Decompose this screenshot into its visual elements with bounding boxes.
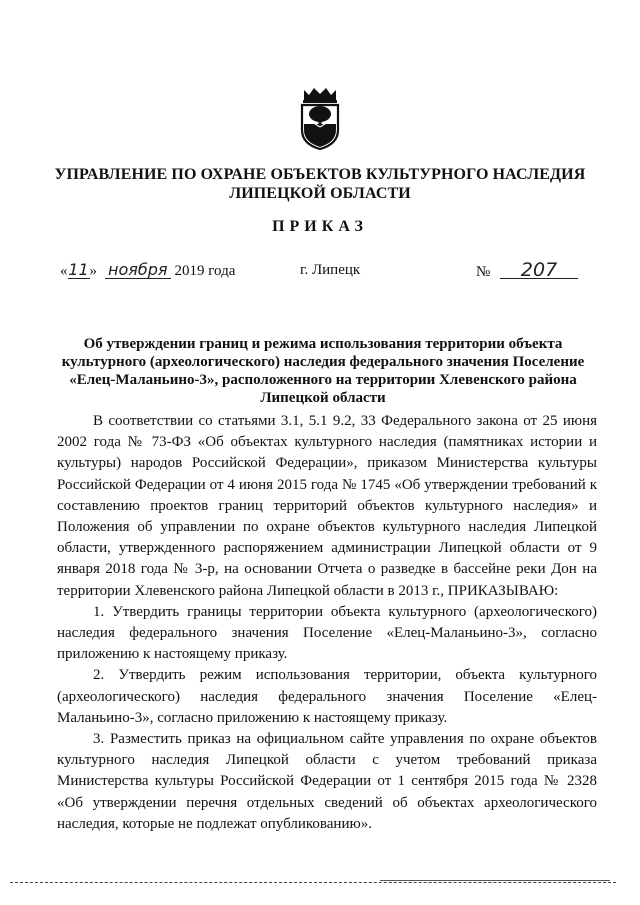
document-date — [60, 262, 235, 280]
date-quote-close: » — [89, 263, 97, 279]
document-type: ПРИКАЗ — [272, 218, 368, 235]
date-quote-open: « — [60, 263, 68, 279]
document-body — [57, 411, 597, 835]
date-month: ноября — [105, 262, 171, 279]
subject-line1: Об утверждении границ и режима использования территории объекта — [83, 336, 563, 352]
date-day: 11 — [68, 260, 89, 279]
date-year: 2019 года — [174, 263, 236, 279]
order-item-2: 2. Утвердить режим использования территории, объекта культурного (археологического) наследия федерального значения Поселение «Елец-Маланьино-3», согласно приложению к настоящему приказу. — [57, 667, 597, 726]
footer-divider-solid — [380, 880, 610, 881]
subject-line2: культурного (археологического) наследия федерального значения Поселение — [61, 354, 585, 370]
organization-name — [0, 165, 640, 203]
organization-name-line2: ЛИПЕЦКОЙ ОБЛАСТИ — [229, 185, 411, 202]
number-value: 207 — [500, 262, 578, 279]
organization-name-line1: УПРАВЛЕНИЕ ПО ОХРАНЕ ОБЪЕКТОВ КУЛЬТУРНОГО НАСЛЕДИЯ — [54, 166, 586, 183]
order-item-3: 3. Разместить приказ на официальном сайте управления по охране объектов культурного наследия Липецкой области с учетом требований приказа Министерства культуры Российской Федерации от 1 сентября 2015 года № 2328 «Об утверждении перечня отдельных сведений об объектах археологического наследия, которые не подлежат опубликованию». — [57, 731, 597, 832]
footer-divider — [10, 882, 616, 883]
subject-line3: «Елец-Маланьино-3», расположенного на территории Хлевенского района — [69, 372, 577, 388]
subject-line4: Липецкой области — [260, 390, 386, 406]
document-number — [476, 259, 578, 281]
coat-of-arms-icon — [298, 86, 342, 150]
order-item-1: 1. Утвердить границы территории объекта культурного (археологического) наследия федерального значения Поселение «Елец-Маланьино-3», согласно приложению к настоящему приказу. — [57, 603, 597, 663]
preamble-paragraph: В соответствии со статьями 3.1, 5.1 9.2, 33 Федерального закона от 25 июня 2002 года № 73-ФЗ «Об объектах культурного наследия (памятниках истории и культуры) народов Российской Федерации», приказом Министерства культуры Российской Федерации от 4 июня 2015 года № 1745 «Об утверждении требований к составлению проектов границ территорий объектов культурного наследия» и Положения об управлении по охране объектов культурного наследия Липецкой области, утвержденного распоряжением администрации Липецкой области от 9 января 2018 года № 3-р, на основании Отчета о разведке в бассейне реки Дон на территории Хлевенского района Липецкой области в 2013 г., ПРИКАЗЫВАЮ: — [57, 413, 597, 599]
document-subject — [58, 335, 588, 407]
number-sign: № — [476, 264, 491, 280]
document-city: г. Липецк — [300, 262, 361, 278]
